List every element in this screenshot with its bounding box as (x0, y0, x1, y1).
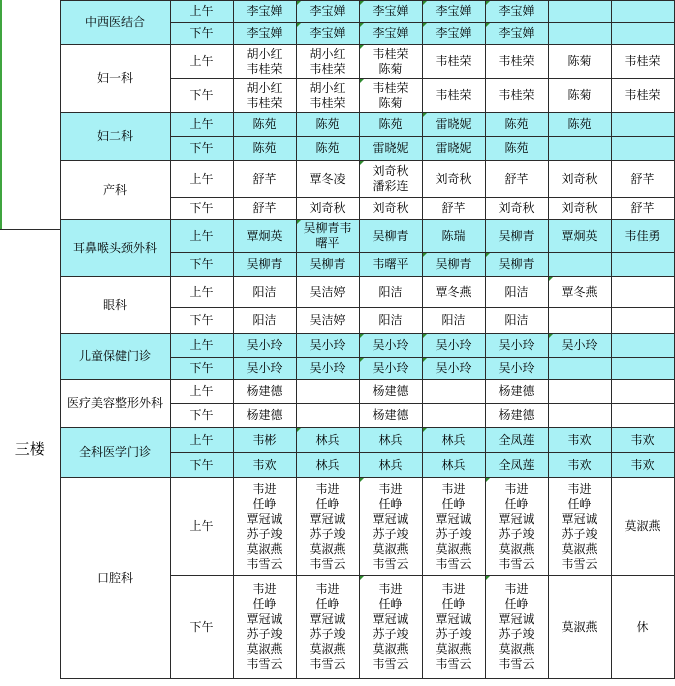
schedule-cell[interactable]: 吴小玲 (359, 334, 422, 358)
table-row (0, 1, 674, 23)
schedule-cell[interactable]: 韦欢 (611, 428, 674, 453)
schedule-cell[interactable]: 吴小玲 (233, 334, 296, 358)
table-row (0, 161, 674, 198)
floor-label: 三楼 (0, 220, 60, 679)
schedule-cell[interactable]: 吴柳青 (485, 253, 548, 277)
schedule-cell[interactable]: 韦欢 (548, 453, 611, 478)
period-label: 下午 (170, 453, 233, 478)
schedule-cell[interactable]: 韦欢 (233, 453, 296, 478)
schedule-cell[interactable]: 陈苑 (359, 113, 422, 137)
schedule-cell[interactable] (611, 334, 674, 358)
schedule-cell[interactable] (548, 380, 611, 404)
schedule-cell[interactable]: 韦进 任峥 覃冠诚 苏子竣 莫淑燕 韦雪云 (485, 478, 548, 576)
schedule-cell[interactable]: 李宝婵 (422, 1, 485, 23)
schedule-cell[interactable]: 陈苑 (296, 113, 359, 137)
schedule-cell[interactable] (611, 253, 674, 277)
schedule-cell[interactable]: 韦彬 (233, 428, 296, 453)
schedule-cell[interactable]: 吴小玲 (422, 334, 485, 358)
schedule-cell[interactable] (422, 380, 485, 404)
period-label: 上午 (170, 113, 233, 137)
schedule-cell[interactable]: 刘奇秋 (296, 198, 359, 220)
schedule-cell[interactable] (296, 404, 359, 428)
table-row (0, 428, 674, 453)
schedule-cell[interactable] (422, 404, 485, 428)
table-row (0, 380, 674, 404)
schedule-cell[interactable]: 刘奇秋 潘彩连 (359, 161, 422, 198)
schedule-cell[interactable]: 杨建德 (359, 404, 422, 428)
schedule-cell[interactable] (611, 113, 674, 137)
schedule-cell[interactable]: 舒芊 (485, 161, 548, 198)
schedule-cell[interactable]: 阳洁 (359, 277, 422, 308)
schedule-cell[interactable] (611, 358, 674, 380)
schedule-cell[interactable] (548, 253, 611, 277)
period-label: 下午 (170, 253, 233, 277)
period-label: 上午 (170, 334, 233, 358)
schedule-cell[interactable]: 刘奇秋 (422, 161, 485, 198)
schedule-cell[interactable]: 韦桂荣 (422, 45, 485, 79)
department-name: 妇二科 (60, 113, 170, 161)
schedule-cell[interactable]: 覃冬凌 (296, 161, 359, 198)
schedule-cell[interactable]: 胡小红 韦桂荣 (296, 79, 359, 113)
schedule-cell[interactable]: 舒芊 (422, 198, 485, 220)
schedule-cell[interactable]: 莫淑燕 (611, 478, 674, 576)
department-name: 儿童保健门诊 (60, 334, 170, 380)
schedule-cell[interactable] (548, 308, 611, 334)
schedule-cell[interactable]: 刘奇秋 (548, 161, 611, 198)
schedule-cell[interactable]: 李宝婵 (359, 1, 422, 23)
schedule-cell[interactable]: 韦欢 (548, 428, 611, 453)
period-label: 上午 (170, 380, 233, 404)
schedule-cell[interactable]: 李宝婵 (359, 23, 422, 45)
schedule-cell[interactable]: 韦桂荣 (611, 79, 674, 113)
schedule-cell[interactable] (548, 404, 611, 428)
schedule-cell[interactable]: 韦进 任峥 覃冠诚 苏子竣 莫淑燕 韦雪云 (548, 478, 611, 576)
schedule-cell[interactable]: 吴小玲 (422, 358, 485, 380)
schedule-cell[interactable]: 雷晓妮 (422, 113, 485, 137)
schedule-cell[interactable] (548, 137, 611, 161)
period-label: 下午 (170, 137, 233, 161)
department-name: 全科医学门诊 (60, 428, 170, 478)
schedule-cell[interactable]: 韦桂荣 陈菊 (359, 45, 422, 79)
schedule-cell[interactable]: 阳洁 (359, 308, 422, 334)
period-label: 上午 (170, 1, 233, 23)
table-row (0, 277, 674, 308)
schedule-cell[interactable]: 刘奇秋 (359, 198, 422, 220)
schedule-cell[interactable] (611, 308, 674, 334)
schedule-cell[interactable]: 舒芊 (611, 161, 674, 198)
schedule-cell[interactable]: 陈苑 (485, 137, 548, 161)
schedule-cell[interactable]: 覃冬燕 (422, 277, 485, 308)
schedule-cell[interactable] (611, 380, 674, 404)
schedule-cell[interactable]: 韦进 任峥 覃冠诚 苏子竣 莫淑燕 韦雪云 (359, 576, 422, 679)
period-label: 下午 (170, 576, 233, 679)
period-label: 上午 (170, 478, 233, 576)
schedule-cell[interactable] (611, 277, 674, 308)
schedule-cell[interactable]: 杨建德 (485, 404, 548, 428)
schedule-cell[interactable]: 李宝婵 (296, 1, 359, 23)
schedule-cell[interactable] (548, 1, 611, 23)
schedule-cell[interactable]: 李宝婵 (296, 23, 359, 45)
table-row (0, 113, 674, 137)
schedule-cell[interactable]: 杨建德 (485, 380, 548, 404)
schedule-cell[interactable]: 陈瑞 (422, 220, 485, 253)
schedule-cell[interactable] (611, 404, 674, 428)
schedule-cell[interactable] (296, 380, 359, 404)
schedule-cell[interactable]: 吴小玲 (548, 334, 611, 358)
schedule-cell[interactable] (611, 1, 674, 23)
schedule-cell[interactable]: 吴柳青 (359, 220, 422, 253)
schedule-cell[interactable] (611, 23, 674, 45)
schedule-cell[interactable]: 吴小玲 (485, 358, 548, 380)
schedule-cell[interactable]: 阳洁 (485, 277, 548, 308)
schedule-cell[interactable]: 韦进 任峥 覃冠诚 苏子竣 莫淑燕 韦雪云 (296, 576, 359, 679)
schedule-cell[interactable]: 舒芊 (233, 198, 296, 220)
schedule-cell[interactable]: 阳洁 (485, 308, 548, 334)
schedule-cell[interactable]: 李宝婵 (233, 1, 296, 23)
schedule-cell[interactable]: 覃冬燕 (548, 277, 611, 308)
schedule-cell[interactable]: 胡小红 韦桂荣 (233, 45, 296, 79)
schedule-cell[interactable]: 林兵 (422, 428, 485, 453)
schedule-cell[interactable]: 韦佳勇 (611, 220, 674, 253)
schedule-cell[interactable]: 韦桂荣 (422, 79, 485, 113)
schedule-cell[interactable]: 莫淑燕 (548, 576, 611, 679)
schedule-cell[interactable]: 阳洁 (233, 308, 296, 334)
schedule-cell[interactable] (548, 358, 611, 380)
schedule-cell[interactable]: 陈苑 (233, 137, 296, 161)
schedule-cell[interactable]: 吴小玲 (485, 334, 548, 358)
schedule-cell[interactable]: 胡小红 韦桂荣 (233, 79, 296, 113)
schedule-cell[interactable]: 雷晓妮 (359, 137, 422, 161)
schedule-cell[interactable]: 韦欢 (611, 453, 674, 478)
schedule-cell[interactable]: 韦进 任峥 覃冠诚 苏子竣 莫淑燕 韦雪云 (359, 478, 422, 576)
period-label: 下午 (170, 198, 233, 220)
schedule-cell[interactable]: 胡小红 韦桂荣 (296, 45, 359, 79)
schedule-cell[interactable]: 林兵 (296, 428, 359, 453)
department-name: 眼科 (60, 277, 170, 334)
schedule-cell[interactable]: 吴洁婷 (296, 277, 359, 308)
schedule-cell[interactable]: 陈苑 (548, 113, 611, 137)
schedule-cell[interactable]: 韦进 任峥 覃冠诚 苏子竣 莫淑燕 韦雪云 (422, 576, 485, 679)
schedule-cell[interactable]: 韦桂荣 (611, 45, 674, 79)
table-row (0, 220, 674, 253)
period-label: 上午 (170, 277, 233, 308)
period-label: 上午 (170, 161, 233, 198)
schedule-cell[interactable]: 杨建德 (359, 380, 422, 404)
schedule-cell[interactable]: 韦桂荣 (485, 45, 548, 79)
period-label: 上午 (170, 45, 233, 79)
schedule-cell[interactable]: 林兵 (422, 453, 485, 478)
schedule-cell[interactable]: 陈菊 (548, 79, 611, 113)
schedule-body (0, 1, 674, 679)
schedule-cell[interactable]: 韦桂荣 (485, 79, 548, 113)
table-row (0, 45, 674, 79)
schedule-cell[interactable]: 吴洁婷 (296, 308, 359, 334)
schedule-cell[interactable]: 韦桂荣 陈菊 (359, 79, 422, 113)
schedule-cell[interactable]: 雷晓妮 (422, 137, 485, 161)
department-name: 妇一科 (60, 45, 170, 113)
schedule-cell[interactable]: 吴柳青 (422, 253, 485, 277)
schedule-cell[interactable]: 阳洁 (233, 277, 296, 308)
schedule-cell[interactable]: 韦进 任峥 覃冠诚 苏子竣 莫淑燕 韦雪云 (422, 478, 485, 576)
schedule-cell[interactable]: 李宝婵 (485, 23, 548, 45)
schedule-cell[interactable] (548, 23, 611, 45)
schedule-cell[interactable]: 刘奇秋 (485, 198, 548, 220)
department-name: 中西医结合 (60, 1, 170, 45)
period-label: 下午 (170, 23, 233, 45)
schedule-cell[interactable]: 杨建德 (233, 404, 296, 428)
schedule-cell[interactable]: 李宝婵 (233, 23, 296, 45)
schedule-cell[interactable]: 吴柳青韦 曙平 (296, 220, 359, 253)
schedule-cell[interactable]: 李宝婵 (422, 23, 485, 45)
period-label: 上午 (170, 220, 233, 253)
schedule-cell[interactable]: 全凤莲 (485, 428, 548, 453)
schedule-cell[interactable]: 陈苑 (233, 113, 296, 137)
schedule-cell[interactable]: 韦进 任峥 覃冠诚 苏子竣 莫淑燕 韦雪云 (233, 576, 296, 679)
schedule-cell[interactable]: 陈苑 (485, 113, 548, 137)
floor-cell-upper (0, 1, 60, 220)
department-name: 口腔科 (60, 478, 170, 679)
schedule-cell[interactable]: 覃炯英 (548, 220, 611, 253)
department-name: 医疗美容整形外科 (60, 380, 170, 428)
schedule-cell[interactable]: 全凤莲 (485, 453, 548, 478)
schedule-cell[interactable]: 韦进 任峥 覃冠诚 苏子竣 莫淑燕 韦雪云 (485, 576, 548, 679)
schedule-cell[interactable]: 阳洁 (422, 308, 485, 334)
schedule-cell[interactable]: 林兵 (359, 428, 422, 453)
period-label: 下午 (170, 404, 233, 428)
table-row (0, 478, 674, 576)
department-name: 耳鼻喉头颈外科 (60, 220, 170, 277)
schedule-cell[interactable] (611, 137, 674, 161)
schedule-cell[interactable]: 休 (611, 576, 674, 679)
schedule-cell[interactable]: 吴小玲 (359, 358, 422, 380)
schedule-cell[interactable]: 刘奇秋 (548, 198, 611, 220)
period-label: 下午 (170, 358, 233, 380)
schedule-cell[interactable]: 吴小玲 (233, 358, 296, 380)
schedule-cell[interactable]: 李宝婵 (485, 1, 548, 23)
schedule-cell[interactable]: 吴柳青 (296, 253, 359, 277)
schedule-cell[interactable]: 陈苑 (296, 137, 359, 161)
table-row (0, 334, 674, 358)
schedule-cell[interactable]: 陈菊 (548, 45, 611, 79)
schedule-cell[interactable]: 林兵 (296, 453, 359, 478)
period-label: 下午 (170, 308, 233, 334)
schedule-cell[interactable]: 吴小玲 (296, 358, 359, 380)
period-label: 上午 (170, 428, 233, 453)
schedule-cell[interactable]: 杨建德 (233, 380, 296, 404)
schedule-cell[interactable]: 吴柳青 (485, 220, 548, 253)
schedule-cell[interactable]: 覃炯英 (233, 220, 296, 253)
schedule-cell[interactable]: 吴小玲 (296, 334, 359, 358)
schedule-cell[interactable]: 舒芊 (233, 161, 296, 198)
schedule-cell[interactable]: 韦进 任峥 覃冠诚 苏子竣 莫淑燕 韦雪云 (296, 478, 359, 576)
period-label: 下午 (170, 79, 233, 113)
schedule-cell[interactable]: 林兵 (359, 453, 422, 478)
schedule-cell[interactable]: 舒芊 (611, 198, 674, 220)
schedule-cell[interactable]: 韦进 任峥 覃冠诚 苏子竣 莫淑燕 韦雪云 (233, 478, 296, 576)
department-name: 产科 (60, 161, 170, 220)
schedule-cell[interactable]: 韦曙平 (359, 253, 422, 277)
schedule-cell[interactable]: 吴柳青 (233, 253, 296, 277)
